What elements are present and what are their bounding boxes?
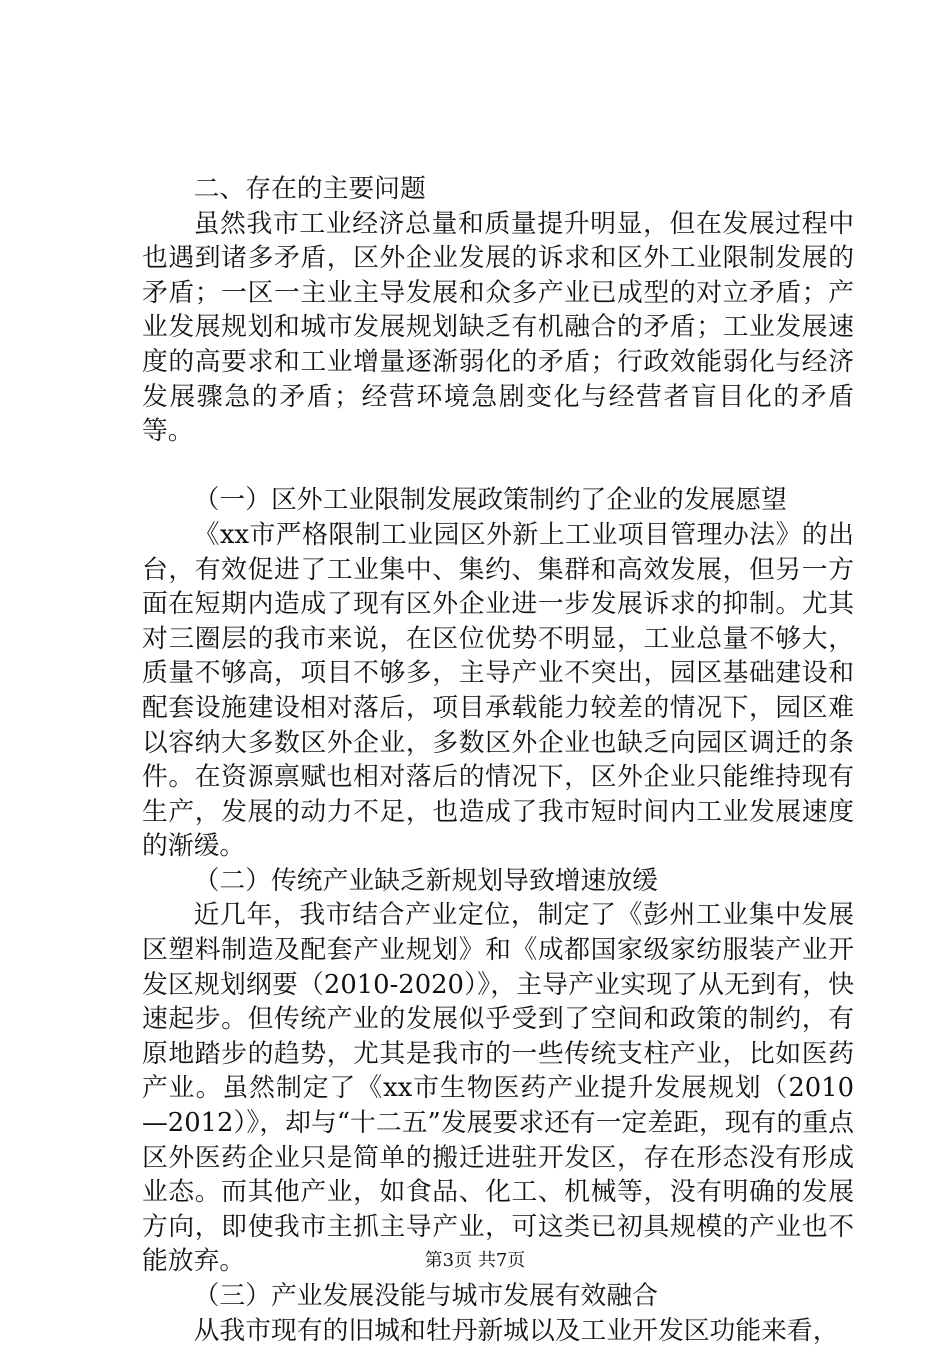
subheading-2: （二）传统产业缺乏新规划导致增速放缓 bbox=[193, 865, 658, 896]
paragraph-2: 近几年，我市结合产业定位，制定了《彭州工业集中发展区塑料制造及配套产业规划》和《成都国家级家纺服装产业开发区规划纲要（2010-2020）》，主导产业实现了从无到有，快速起步。但传统产业的发展似乎受到了空间和政策的制约，有原地踏步的趋势，尤其是我市的一些传统支柱产业，比如医药产业。虽然制定了《xx市生物医药产业提升发展规划（2010—2012）》，却与“十二五”发展要求还有一定差距，现有的重点区外医药企业只是简单的搬迁进驻开发区，存在形态没有形成业态。而其他产业，如食品、化工、机械等，没有明确的发展方向，即使我市主抓主导产业，可这类已初具规模的产业也不能放弃。 bbox=[142, 900, 854, 1277]
paragraph-3: 从我市现有的旧城和牡丹新城以及工业开发区功能来看， bbox=[193, 1315, 839, 1346]
paragraph-overview: 虽然我市工业经济总量和质量提升明显，但在发展过程中也遇到诸多矛盾，区外企业发展的诉求和区外工业限制发展的矛盾；一区一主业主导发展和众多产业已成型的对立矛盾；产业发展规划和城市发展规划缺乏有机融合的矛盾；工业发展速度的高要求和工业增量逐渐弱化的矛盾；行政效能弱化与经济发展骤急的矛盾；经营环境急剧变化与经营者盲目化的矛盾等。 bbox=[142, 208, 854, 447]
document-body bbox=[142, 172, 854, 1348]
page-footer: 第3页 共7页 bbox=[424, 1250, 526, 1271]
subheading-3: （三）产业发展没能与城市发展有效融合 bbox=[193, 1281, 658, 1311]
subheading-1: （一）区外工业限制发展政策制约了企业的发展愿望 bbox=[193, 485, 787, 516]
section-heading-2: 二、存在的主要问题 bbox=[193, 174, 426, 204]
paragraph-1: 《xx市严格限制工业园区外新上工业项目管理办法》的出台，有效促进了工业集中、集约、集群和高效发展，但另一方面在短期内造成了现有区外企业进一步发展诉求的抑制。尤其对三圈层的我市来说，在区位优势不明显，工业总量不够大，质量不够高，项目不够多，主导产业不突出，园区基础建设和配套设施建设相对落后，项目承载能力较差的情况下，园区难以容纳大多数区外企业，多数区外企业也缺乏向园区调迁的条件。在资源禀赋也相对落后的情况下，区外企业只能维持现有生产，发展的动力不足，也造成了我市短时间内工业发展速度的渐缓。 bbox=[142, 519, 854, 862]
